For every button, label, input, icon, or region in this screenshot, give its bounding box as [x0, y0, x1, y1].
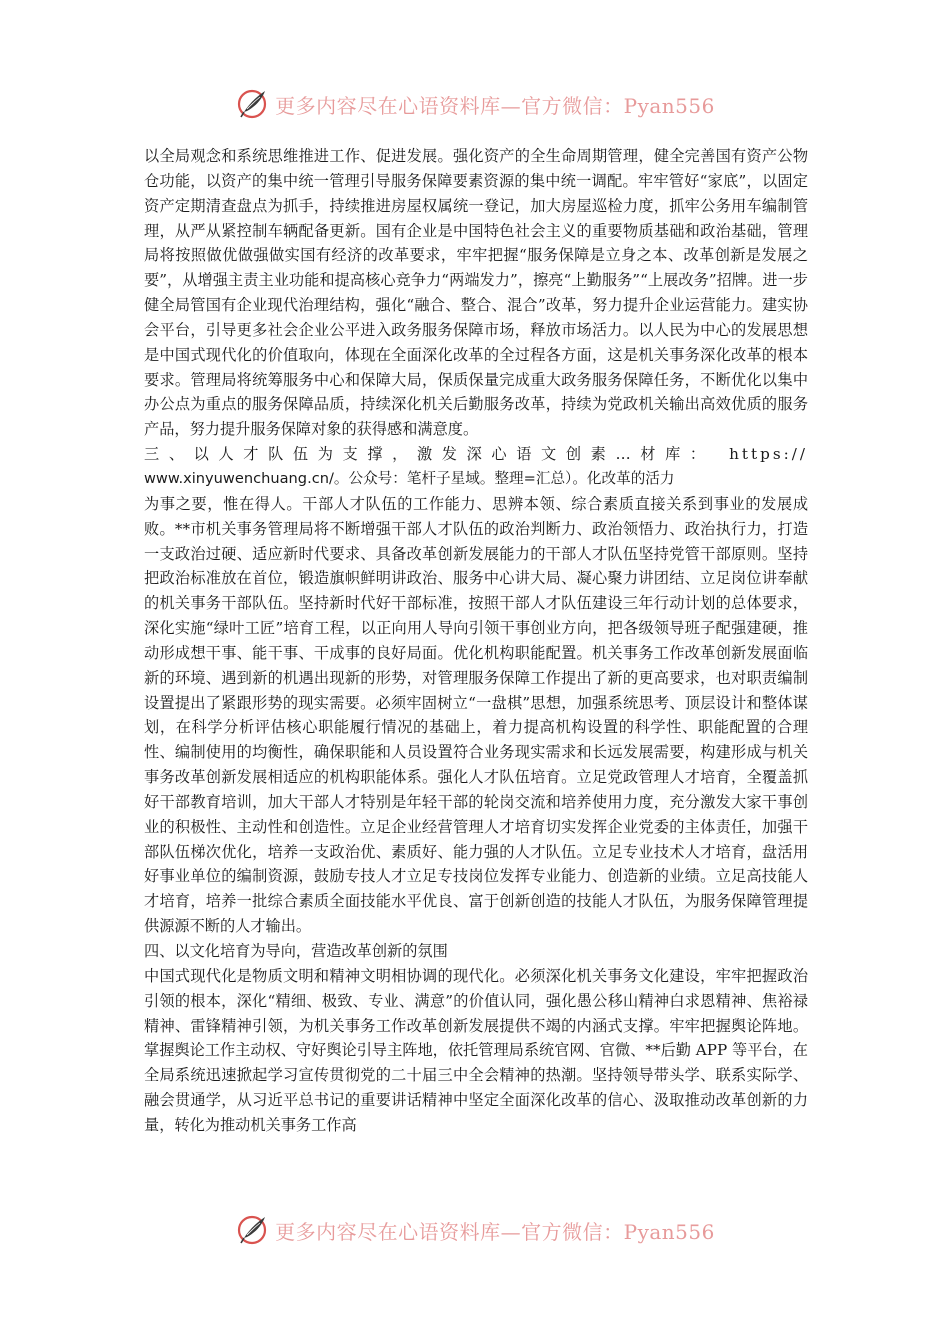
body-paragraph-2: 为事之要，惟在得人。干部人才队伍的工作能力、思辨本领、综合素质直接关系到事业的发展成败。**市机关事务管理局将不断增强干部人才队伍的政治判断力、政治领悟力、政治执行力，打造一支政治过硬、适应新时代要求、具备改革创新发展能力的干部人才队伍坚持党管干部原则。坚持把政治标准放在首位，锻造旗帜鲜明讲政治、服务中心讲大局、凝心聚力讲团结、立足岗位讲奉献的机关事务干部队伍。坚持新时代好干部标准，按照干部人才队伍建设三年行动计划的总体要求，深化实施“绿叶工匠”培育工程，以正向用人导向引领干事创业方向，把各级领导班子配强建硬，推动形成想干事、能干事、干成事的良好局面。优化机构职能配置。机关事务工作改革创新发展面临新的环境、遇到新的机遇出现新的形势，对管理服务保障工作提出了新的更高要求，也对职责编制设置提出了紧跟形势的现实需要。必须牢固树立“一盘棋”思想，加强系统思考、顶层设计和整体谋划，在科学分析评估核心职能履行情况的基础上，着力提高机构设置的科学性、职能配置的合理性、编制使用的均衡性，确保职能和人员设置符合业务现实需求和长远发展需要，构建形成与机关事务改革创新发展相适应的机构职能体系。强化人才队伍培育。立足党政管理人才培育，全覆盖抓好干部教育培训，加大干部人才特别是年轻干部的轮岗交流和培养使用力度，充分激发大家干事创业的积极性、主动性和创造性。立足企业经营管理人才培育切实发挥企业党委的主体责任，加强干部队伍梯次优化，培养一支政治优、素质好、能力强的人才队伍。立足专业技术人才培育，盘活用好事业单位的编制资源，鼓励专技人才立足专技岗位发挥专业能力、创造新的业绩。立足高技能人才培育，培养一批综合素质全面技能水平优良、富于创新创造的技能人才队伍，为服务保障管理提供源源不断的人才输出。 [144, 494, 808, 936]
section-heading-3: 三、以人才队伍为支撑，激发深心语文创素…材库： https:// [144, 445, 808, 464]
document-body [144, 144, 808, 1138]
quill-logo-icon [235, 1213, 269, 1247]
section-heading-4: 四、以文化培育为导向，营造改革创新的氛围 [144, 942, 448, 960]
header-watermark [0, 84, 950, 124]
quill-logo-icon [235, 87, 269, 121]
watermark-text: 更多内容尽在心语资料库—官方微信：Pyan556 [275, 93, 715, 118]
body-paragraph-1: 以全局观念和系统思维推进工作、促进发展。强化资产的全生命周期管理，健全完善国有资产公物仓功能，以资产的集中统一管理引导服务保障要素资源的集中统一调配。牢牢管好“家底”，以固定资产定期清查盘点为抓手，持续推进房屋权属统一登记，加大房屋巡检力度，抓牢公务用车编制管理，从严从紧控制车辆配备更新。国有企业是中国特色社会主义的重要物质基础和政治基础，管理局将按照做优做强做实国有经济的改革要求，牢牢把握“服务保障是立身之本、改革创新是发展之要”，从增强主责主业功能和提高核心竞争力“两端发力”，擦亮“上勤服务”“上展改务”招牌。进一步健全局管国有企业现代治理结构，强化“融合、整合、混合”改革，努力提升企业运营能力。建实协会平台，引导更多社会企业公平进入政务服务保障市场，释放市场活力。以人民为中心的发展思想是中国式现代化的价值取向，体现在全面深化改革的全过程各方面，这是机关事务深化改革的根本要求。管理局将统筹服务中心和保障大局，保质保量完成重大政务服务保障任务，不断优化以集中办公点为重点的服务保障品质，持续深化机关后勤服务改革，持续为党政机关输出高效优质的服务产品，努力提升服务保障对象的获得感和满意度。 [144, 147, 808, 439]
body-paragraph-3: 中国式现代化是物质文明和精神文明相协调的现代化。必须深化机关事务文化建设，牢牢把握政治引领的根本，深化“精细、极致、专业、满意”的价值认同，强化愚公移山精神白求恩精神、焦裕禄精神、雷锋精神引领，为机关事务工作改革创新发展提供不竭的内涵式支撑。牢牢把握舆论阵地。掌握舆论工作主动权、守好舆论引导主阵地，依托管理局系统官网、官微、**后勤 APP 等平台，在全局系统迅速掀起学习宣传贯彻党的二十届三中全会精神的热潮。坚持领导带头学、联系实际学、融会贯通学，从习近平总书记的重要讲话精神中坚定全面深化改革的信心、汲取推动改革创新的力量，转化为推动机关事务工作高 [144, 966, 808, 1134]
watermark-text: 更多内容尽在心语资料库—官方微信：Pyan556 [275, 1219, 715, 1244]
section-heading-3-continued: www.xinyuwenchuang.cn/。公众号：笔杆子星域。整理=汇总）。化改革的活力 [144, 469, 675, 487]
footer-watermark [0, 1210, 950, 1250]
